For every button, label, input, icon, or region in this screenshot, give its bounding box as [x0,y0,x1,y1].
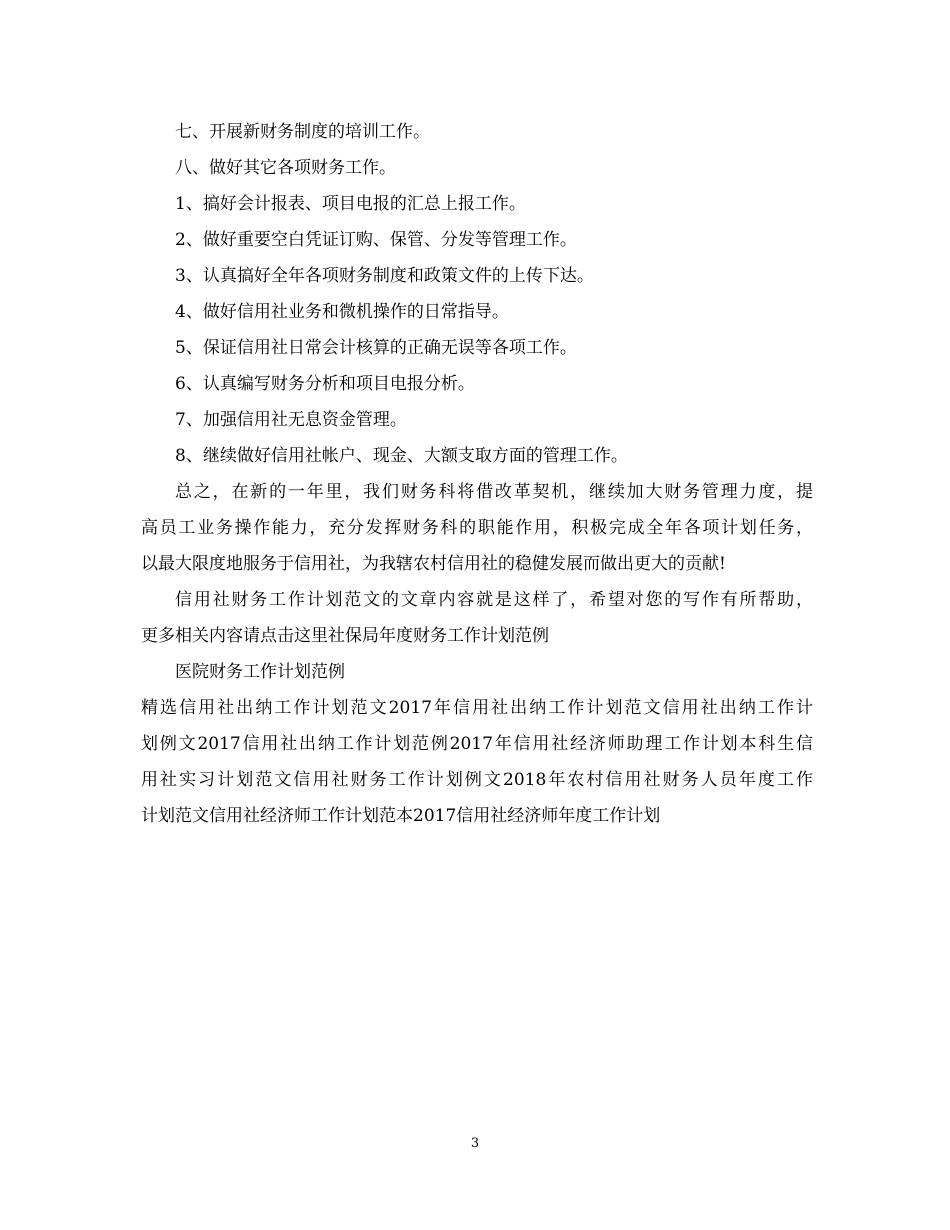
document-body [141,114,813,834]
list-item: 七、开展新财务制度的培训工作。 [175,122,430,142]
list-item: 6、认真编写财务分析和项目电报分析。 [175,374,475,394]
list-item: 1、搞好会计报表、项目电报的汇总上报工作。 [175,194,526,214]
summary-line: 总之，在新的一年里，我们财务科将借改革契机，继续加大财务管理力度，提 [175,482,813,502]
closing-line: 信用社财务工作计划范文的文章内容就是这样了，希望对您的写作有所帮助， [175,590,813,610]
summary-line: 以最大限度地服务于信用社，为我辖农村信用社的稳健发展而做出更大的贡献! [141,554,726,574]
related-articles [141,690,813,834]
related-line[interactable]: 划例文2017信用社出纳工作计划范例2017年信用社经济师助理工作计划本科生信 [141,734,813,754]
list-item: 8、继续做好信用社帐户、现金、大额支取方面的管理工作。 [175,446,628,466]
closing-line[interactable]: 更多相关内容请点击这里社保局年度财务工作计划范例 [141,626,549,646]
related-line[interactable]: 精选信用社出纳工作计划范文2017年信用社出纳工作计划范文信用社出纳工作计 [141,698,813,718]
summary-paragraph [141,474,813,582]
page-number: 3 [470,1136,480,1151]
list-item: 4、做好信用社业务和微机操作的日常指导。 [175,302,509,322]
closing-paragraph [141,582,813,654]
list-item: 7、加强信用社无息资金管理。 [175,410,407,430]
list-item: 2、做好重要空白凭证订购、保管、分发等管理工作。 [175,230,577,250]
related-heading[interactable]: 医院财务工作计划范例 [175,662,345,682]
summary-line: 高员工业务操作能力，充分发挥财务科的职能作用，积极完成全年各项计划任务， [141,518,813,538]
related-line[interactable]: 用社实习计划范文信用社财务工作计划例文2018年农村信用社财务人员年度工作 [141,770,813,790]
list-item: 3、认真搞好全年各项财务制度和政策文件的上传下达。 [175,266,594,286]
list-item: 5、保证信用社日常会计核算的正确无误等各项工作。 [175,338,577,358]
list-item: 八、做好其它各项财务工作。 [175,158,396,178]
related-line[interactable]: 计划范文信用社经济师工作计划范本2017信用社经济师年度工作计划 [141,806,661,826]
